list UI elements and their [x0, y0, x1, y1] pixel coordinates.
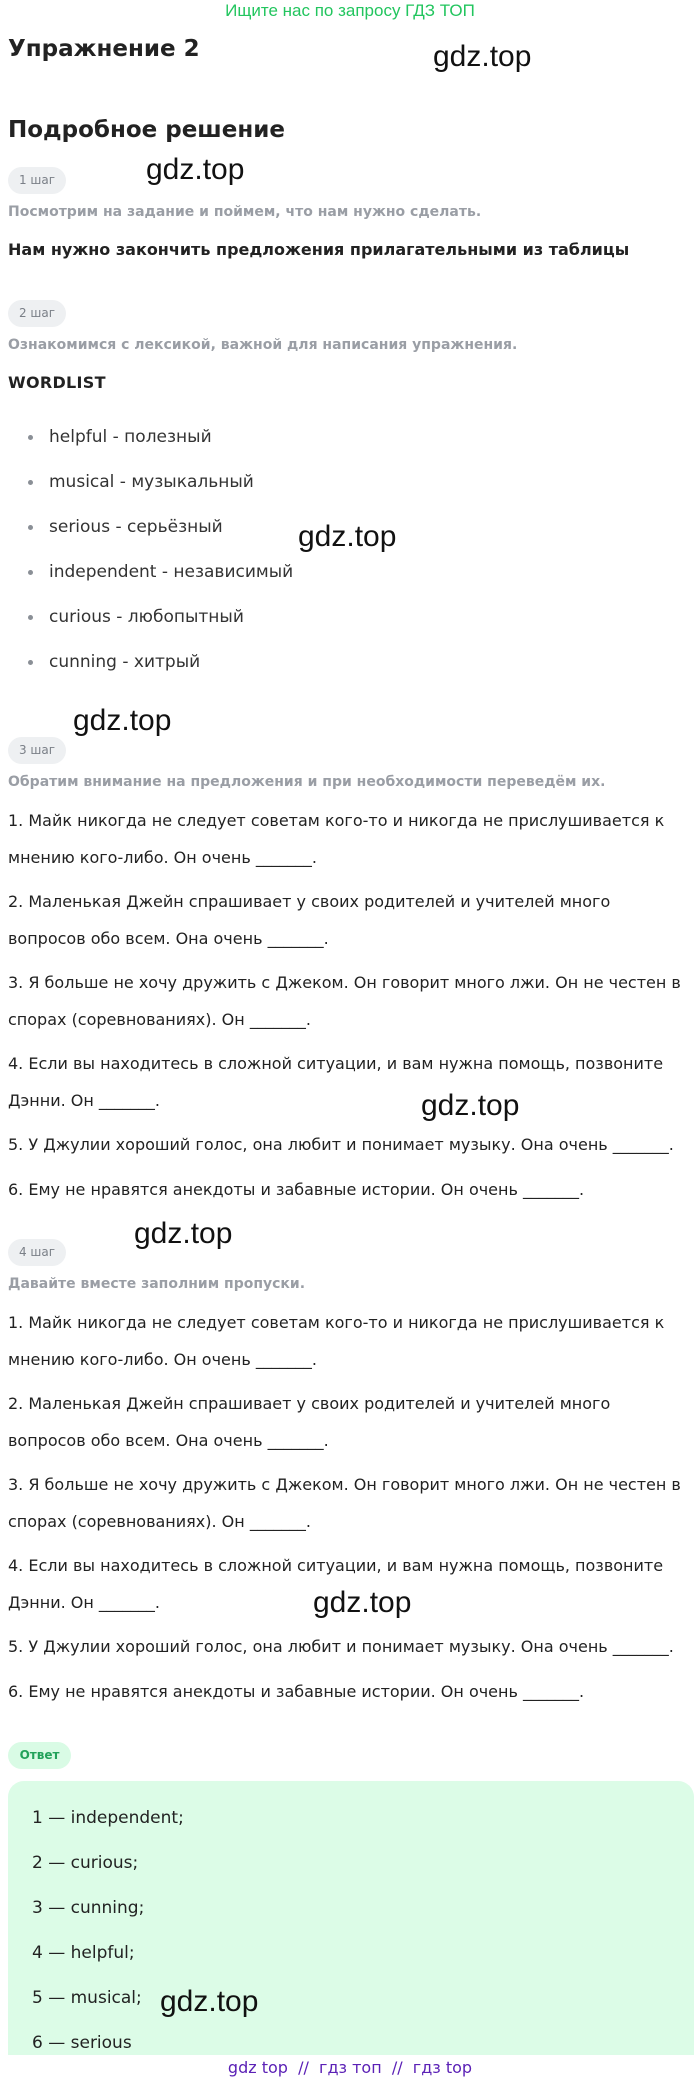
sentence: 4. Если вы находитесь в сложной ситуации, и вам нужна помощь, позвоните Дэнни. Он _______. — [8, 1556, 664, 1612]
answer-item: 6 — serious — [32, 2033, 132, 2053]
step-hint-2: Ознакомимся с лексикой, важной для написания упражнения. — [8, 337, 518, 353]
task-text: Нам нужно закончить предложения прилагательными из таблицы — [8, 240, 630, 259]
wordlist-title: WORDLIST — [8, 373, 106, 392]
sentence: 2. Маленькая Джейн спрашивает у своих родителей и учителей много вопросов обо всем. Она очень _______. — [8, 1394, 611, 1450]
watermark: gdz.top — [160, 1985, 259, 2018]
watermark: gdz.top — [298, 520, 397, 553]
wordlist-item: serious - серьёзный — [28, 515, 293, 560]
answer-badge: Ответ — [8, 1742, 71, 1769]
step-hint-4: Давайте вместе заполним пропуски. — [8, 1276, 306, 1292]
sentence: 4. Если вы находитесь в сложной ситуации, и вам нужна помощь, позвоните Дэнни. Он _______. — [8, 1054, 664, 1110]
sentence: 5. У Джулии хороший голос, она любит и понимает музыку. Она очень _______. — [8, 1135, 674, 1154]
watermark: gdz.top — [421, 1089, 520, 1122]
answer-item: 4 — helpful; — [32, 1943, 135, 1963]
sentence: 6. Ему не нравятся анекдоты и забавные истории. Он очень _______. — [8, 1682, 585, 1701]
step-badge-3: 3 шаг — [8, 737, 66, 764]
step-badge-4: 4 шаг — [8, 1239, 66, 1266]
sentence: 1. Майк никогда не следует советам кого-то и никогда не прислушивается к мнению кого-либо. Он очень _______. — [8, 1313, 665, 1369]
answer-item: 5 — musical; — [32, 1988, 142, 2008]
sentence: 3. Я больше не хочу дружить с Джеком. Он говорит много лжи. Он не честен в спорах (соревнованиях). Он _______. — [8, 973, 681, 1029]
sentence-list-3 — [8, 802, 688, 1215]
wordlist-item: cunning - хитрый — [28, 650, 293, 695]
solution-title: Подробное решение — [8, 117, 285, 143]
answer-item: 3 — cunning; — [32, 1898, 145, 1918]
watermark: gdz.top — [433, 40, 532, 73]
watermark: gdz.top — [134, 1217, 233, 1250]
watermark: gdz.top — [73, 704, 172, 737]
step-badge-1: 1 шаг — [8, 167, 66, 194]
step-badge-2: 2 шаг — [8, 300, 66, 327]
sentence: 6. Ему не нравятся анекдоты и забавные истории. Он очень _______. — [8, 1180, 585, 1199]
answer-item: 1 — independent; — [32, 1808, 184, 1828]
wordlist — [28, 425, 293, 695]
search-hint-banner[interactable]: Ищите нас по запросу ГДЗ ТОП — [225, 1, 475, 20]
step-hint-3: Обратим внимание на предложения и при необходимости переведём их. — [8, 774, 606, 790]
answer-item: 2 — curious; — [32, 1853, 139, 1873]
wordlist-item: independent - независимый — [28, 560, 293, 605]
sentence: 1. Майк никогда не следует советам кого-то и никогда не прислушивается к мнению кого-либо. Он очень _______. — [8, 811, 665, 867]
sentence: 3. Я больше не хочу дружить с Джеком. Он говорит много лжи. Он не честен в спорах (соревнованиях). Он _______. — [8, 1475, 681, 1531]
answer-list — [32, 1806, 184, 2076]
wordlist-item: musical - музыкальный — [28, 470, 293, 515]
exercise-title: Упражнение 2 — [8, 36, 200, 62]
step-hint-1: Посмотрим на задание и поймем, что нам нужно сделать. — [8, 204, 482, 220]
sentence-list-4 — [8, 1304, 688, 1717]
wordlist-item: curious - любопытный — [28, 605, 293, 650]
watermark: gdz.top — [146, 153, 245, 186]
sentence: 2. Маленькая Джейн спрашивает у своих родителей и учителей много вопросов обо всем. Она очень _______. — [8, 892, 611, 948]
watermark: gdz.top — [313, 1586, 412, 1619]
wordlist-item: helpful - полезный — [28, 425, 293, 470]
footer-links[interactable]: gdz top // гдз топ // гдз top — [0, 2055, 700, 2081]
sentence: 5. У Джулии хороший голос, она любит и понимает музыку. Она очень _______. — [8, 1637, 674, 1656]
